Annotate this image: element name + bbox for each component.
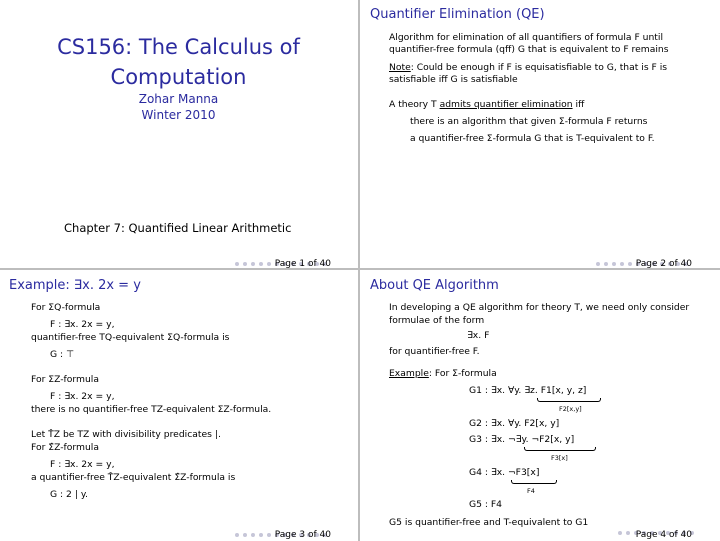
navigation-icons[interactable] bbox=[235, 522, 351, 528]
text-line: a quantifier-free T̂Z-equivalent Σ̂Z-formula is bbox=[31, 472, 236, 483]
title-line-2: Computation bbox=[110, 65, 247, 89]
underbrace bbox=[524, 447, 596, 451]
title-line-1: CS156: The Calculus of bbox=[57, 35, 300, 59]
horizontal-divider bbox=[0, 268, 720, 270]
formula-g4: G4 : ∃x. ¬F3[x] bbox=[469, 467, 540, 478]
page-number: Page 3 of 40 bbox=[274, 530, 331, 539]
underbrace-label: F2[x,y] bbox=[559, 405, 582, 413]
example-text: : For Σ-formula bbox=[428, 368, 497, 379]
chapter-title: Chapter 7: Quantified Linear Arithmetic bbox=[64, 221, 292, 235]
underbrace-label: F3[x] bbox=[551, 454, 568, 462]
text-line: Let T̂Z be TZ with divisibility predicates |. bbox=[31, 429, 221, 440]
page-number: Page 1 of 40 bbox=[274, 259, 331, 268]
formula: G : 2 | y. bbox=[50, 489, 88, 500]
formula-g1: G1 : ∃x. ∀y. ∃z. F1[x, y, z] bbox=[469, 385, 587, 396]
navigation-icons[interactable] bbox=[596, 251, 712, 257]
text-line: For Σ̂Z-formula bbox=[31, 442, 99, 453]
note-line bbox=[389, 62, 667, 74]
text-line: For ΣZ-formula bbox=[31, 374, 99, 385]
underbrace-label: F4 bbox=[527, 487, 535, 495]
underlined-term: admits quantifier elimination bbox=[439, 99, 573, 110]
text-line: for quantifier-free F. bbox=[389, 346, 480, 357]
conclusion: G5 is quantifier-free and T-equivalent to G1 bbox=[389, 517, 589, 528]
text-line: quantifier-free formula (qff) G that is equivalent to F remains bbox=[389, 44, 669, 55]
term: Winter 2010 bbox=[141, 108, 216, 122]
formula: F : ∃x. 2x = y, bbox=[50, 391, 115, 402]
formula-g2: G2 : ∃x. ∀y. F2[x, y] bbox=[469, 418, 560, 429]
underbrace bbox=[511, 480, 557, 484]
text-line: For ΣQ-formula bbox=[31, 302, 101, 313]
text-span: iff bbox=[572, 99, 585, 110]
underbrace bbox=[537, 398, 601, 402]
note-label: Note bbox=[389, 62, 411, 73]
slide-4 bbox=[361, 271, 718, 539]
example-label: Example bbox=[389, 368, 429, 379]
text-line: there is no quantifier-free TZ-equivalent ΣZ-formula. bbox=[31, 404, 272, 415]
text-line: In developing a QE algorithm for theory T, we need only consider bbox=[389, 302, 690, 313]
page-number: Page 2 of 40 bbox=[635, 259, 692, 268]
text-line: there is an algorithm that given Σ-formula F returns bbox=[410, 116, 648, 127]
formula: ∃x. F bbox=[467, 330, 490, 341]
navigation-icons[interactable] bbox=[235, 251, 351, 257]
text-line: Algorithm for elimination of all quantifiers of formula F until bbox=[389, 32, 664, 43]
frame-title: Example: ∃x. 2x = y bbox=[9, 278, 141, 293]
definition-line bbox=[389, 99, 584, 111]
slide-2 bbox=[361, 0, 718, 268]
page-number: Page 4 of 40 bbox=[635, 530, 692, 539]
vertical-divider bbox=[358, 0, 360, 541]
slide-1 bbox=[0, 0, 357, 268]
text-line: quantifier-free TQ-equivalent ΣQ-formula is bbox=[31, 332, 230, 343]
text-line: a quantifier-free Σ-formula G that is T-equivalent to F. bbox=[410, 133, 655, 144]
example-line bbox=[389, 368, 497, 380]
formula: F : ∃x. 2x = y, bbox=[50, 319, 115, 330]
slide-3 bbox=[0, 271, 357, 539]
text-span: A theory T bbox=[389, 99, 440, 110]
formula: G : ⊤ bbox=[50, 349, 75, 360]
formula-g5: G5 : F4 bbox=[469, 499, 503, 510]
formula: F : ∃x. 2x = y, bbox=[50, 459, 115, 470]
text-line: satisfiable iff G is satisfiable bbox=[389, 74, 518, 85]
frame-title: Quantifier Elimination (QE) bbox=[370, 7, 545, 22]
author: Zohar Manna bbox=[138, 92, 219, 106]
navigation-icons[interactable] bbox=[618, 520, 714, 526]
formula-g3: G3 : ∃x. ¬∃y. ¬F2[x, y] bbox=[469, 434, 575, 445]
note-text: : Could be enough if F is equisatisfiable to G, that is F is bbox=[410, 62, 668, 73]
frame-title: About QE Algorithm bbox=[370, 278, 499, 293]
text-line: formulae of the form bbox=[389, 315, 485, 326]
